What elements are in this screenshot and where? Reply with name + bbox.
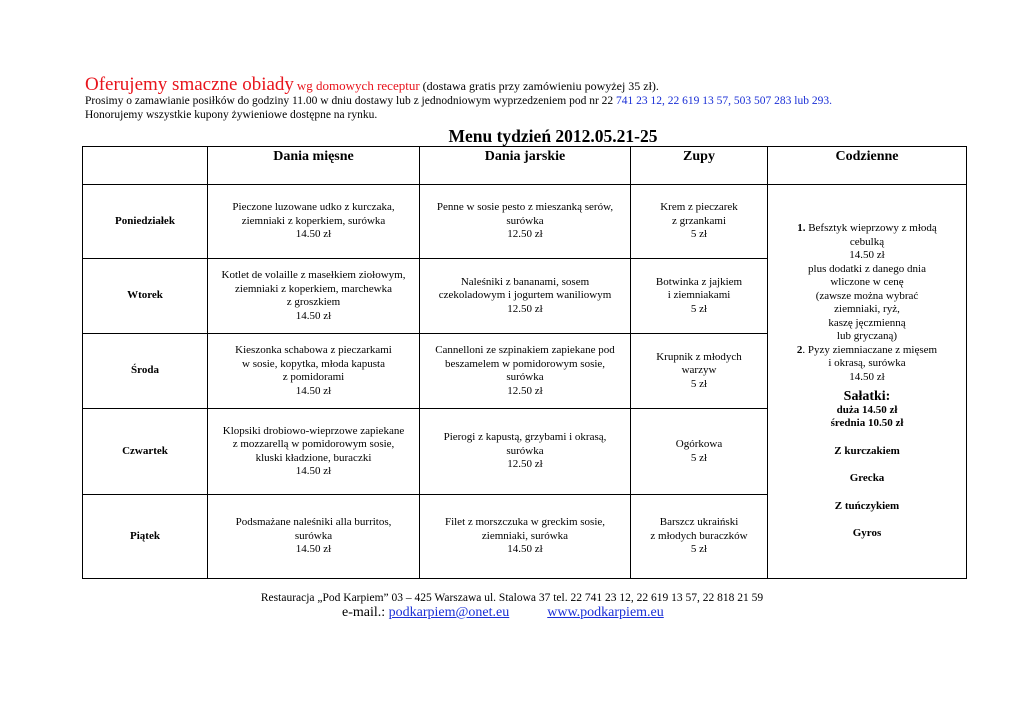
veg-dish-cell: [420, 334, 631, 409]
email-label: e-mail.:: [342, 605, 386, 620]
meat-dish-cell: [208, 495, 420, 579]
dish-line: Penne w sosie pesto z mieszanką serów,: [436, 201, 614, 214]
dish-price: 12.50 zł: [507, 302, 543, 315]
dish-price: 12.50 zł: [507, 384, 543, 397]
dish-line: warzyw: [681, 364, 717, 377]
header: [85, 74, 985, 122]
dish-price: 5 zł: [690, 302, 708, 315]
column-header-veg: Dania jarskie: [420, 147, 631, 185]
dish-line: Klopsiki drobiowo-wieprzowe zapiekane: [222, 424, 405, 437]
dish-price: 5 zł: [690, 451, 708, 464]
daily-item-2: [772, 344, 962, 358]
meat-dish-cell: [208, 185, 420, 259]
dish-line: Filet z morszczuka w greckim sosie,: [444, 516, 606, 529]
dish-line: Naleśniki z bananami, sosem: [460, 275, 590, 288]
order-phones[interactable]: 741 23 12, 22 619 13 57, 503 507 283 lub 293.: [616, 95, 832, 107]
dish-line: ziemniaki, surówka: [481, 529, 569, 542]
dish-price: 14.50 zł: [295, 543, 332, 556]
meat-dish-cell: [208, 334, 420, 409]
dish-line: Cannelloni ze szpinakiem zapiekane pod: [435, 344, 615, 356]
dish-price: 14.50 zł: [295, 309, 332, 322]
veg-dish-cell: [420, 259, 631, 334]
soup-cell: [631, 495, 768, 579]
soup-cell: [631, 334, 768, 409]
dish-line: ziemniaki z koperkiem, surówka: [241, 214, 386, 227]
subheadline: wg domowych receptur: [296, 78, 420, 93]
meat-dish-cell: [208, 409, 420, 495]
dish-line: z pomidorami: [282, 371, 345, 383]
salad-item: Z kurczakiem: [834, 444, 900, 457]
dish-line: Kotlet de volaille z masełkiem ziołowym,: [221, 269, 406, 281]
dish-price: 5 zł: [690, 543, 708, 556]
daily-line: lub gryczaną): [836, 330, 898, 343]
dish-line: z grzankami: [671, 214, 727, 227]
dish-line: surówka: [294, 529, 333, 542]
dish-line: czekoladowym i jogurtem waniliowym: [438, 289, 612, 302]
footer-address: Restauracja „Pod Karpiem” 03 – 425 Warszawa ul. Stalowa 37 tel. 22 741 23 12, 22 619 13 57, 22 818 21 59: [260, 592, 764, 604]
salad-price-large: duża 14.50 zł: [836, 403, 898, 416]
day-cell: Poniedziałek: [83, 185, 208, 259]
daily-item-number: 2: [796, 343, 803, 356]
salad-price-medium: średnia 10.50 zł: [830, 417, 904, 430]
day-cell: Środa: [83, 334, 208, 409]
order-info: [85, 94, 985, 108]
salad-item: Grecka: [849, 472, 885, 485]
daily-cell: [768, 185, 967, 579]
dish-line: Kieszonka schabowa z pieczarkami: [235, 344, 392, 356]
dish-line: surówka: [506, 214, 544, 227]
salads-title: Sałatki:: [843, 389, 891, 405]
soup-cell: [631, 185, 768, 259]
dish-line: Botwinka z jajkiem: [655, 275, 743, 288]
dish-price: 14.50 zł: [295, 384, 332, 397]
daily-line: (zawsze można wybrać: [815, 289, 919, 302]
dish-line: surówka: [506, 371, 544, 383]
daily-price: 14.50 zł: [849, 249, 885, 262]
menu-table: [82, 146, 967, 579]
dish-line: i ziemniakami: [667, 289, 731, 302]
dish-line: ziemniaki z koperkiem, marchewka: [235, 282, 392, 295]
veg-dish-cell: [420, 409, 631, 495]
coupons-text: Honorujemy wszystkie kupony żywieniowe dostępne na rynku.: [85, 109, 378, 121]
dish-price: 14.50 zł: [295, 228, 332, 241]
soup-cell: [631, 409, 768, 495]
column-header-daily: Codzienne: [768, 147, 967, 185]
dish-line: kluski kładzione, buraczki: [255, 451, 372, 464]
daily-price: 14.50 zł: [849, 370, 885, 383]
header-row: [83, 147, 967, 185]
menu-title: Menu tydzień 2012.05.21-25: [448, 126, 658, 146]
dish-price: 5 zł: [690, 377, 708, 390]
email-link[interactable]: podkarpiem@onet.eu: [388, 605, 510, 620]
table-row: [83, 185, 967, 259]
corner-cell: [83, 147, 208, 185]
meat-dish-cell: [208, 259, 420, 334]
delivery-note: (dostawa gratis przy zamówieniu powyżej 35 zł).: [422, 79, 659, 93]
daily-line: i okrasą, surówka: [828, 357, 906, 370]
day-cell: Wtorek: [83, 259, 208, 334]
daily-line: Befsztyk wieprzowy z młodą: [808, 222, 937, 235]
daily-line: ziemniaki, ryż,: [834, 303, 900, 316]
soup-cell: [631, 259, 768, 334]
footer-contact: [342, 605, 664, 621]
dish-line: beszamelem w pomidorowym sosie,: [444, 357, 606, 370]
website-link[interactable]: www.podkarpiem.eu: [547, 605, 664, 620]
salad-item: Gyros: [852, 527, 882, 540]
dish-price: 12.50 zł: [507, 458, 543, 471]
column-header-meat: Dania mięsne: [208, 147, 420, 185]
dish-price: 5 zł: [690, 228, 708, 241]
dish-line: Ogórkowa: [675, 438, 723, 450]
daily-item-1: [772, 222, 962, 236]
daily-line: cebulką: [849, 235, 885, 248]
headline: Oferujemy smaczne obiady: [85, 74, 294, 95]
dish-line: surówka: [506, 444, 544, 457]
veg-dish-cell: [420, 185, 631, 259]
day-cell: Czwartek: [83, 409, 208, 495]
daily-line: . Pyzy ziemniaczane z mięsem: [802, 343, 938, 356]
dish-line: Podsmażane naleśniki alla burritos,: [235, 516, 392, 529]
dish-line: Barszcz ukraiński: [659, 516, 739, 529]
dish-line: Krupnik z młodych: [656, 350, 742, 363]
dish-line: Krem z pieczarek: [660, 201, 738, 214]
headline-line: [85, 74, 985, 95]
day-cell: Piątek: [83, 495, 208, 579]
dish-line: z groszkiem: [286, 296, 341, 308]
salad-item: Z tuńczykiem: [834, 499, 900, 512]
daily-line: plus dodatki z danego dnia: [808, 262, 926, 275]
veg-dish-cell: [420, 495, 631, 579]
dish-line: Pieczone luzowane udko z kurczaka,: [232, 201, 395, 214]
column-header-soups: Zupy: [631, 147, 768, 185]
dish-price: 14.50 zł: [295, 465, 332, 477]
dish-price: 14.50 zł: [507, 543, 543, 556]
dish-line: z mozzarellą w pomidorowym sosie,: [232, 438, 395, 450]
daily-line: kaszę jęczmienną: [828, 316, 906, 329]
daily-line: wliczone w cenę: [830, 276, 904, 289]
order-text: Prosimy o zamawianie posiłków do godziny 11.00 w dniu dostawy lub z jednodniowym wyprzedzeniem pod nr 22: [85, 95, 614, 107]
daily-item-number: 1.: [797, 222, 806, 235]
dish-line: w sosie, kopytka, młoda kapusta: [242, 357, 385, 370]
dish-price: 12.50 zł: [507, 228, 543, 241]
dish-line: Pierogi z kapustą, grzybami i okrasą,: [443, 431, 607, 444]
dish-line: z młodych buraczków: [650, 529, 748, 542]
